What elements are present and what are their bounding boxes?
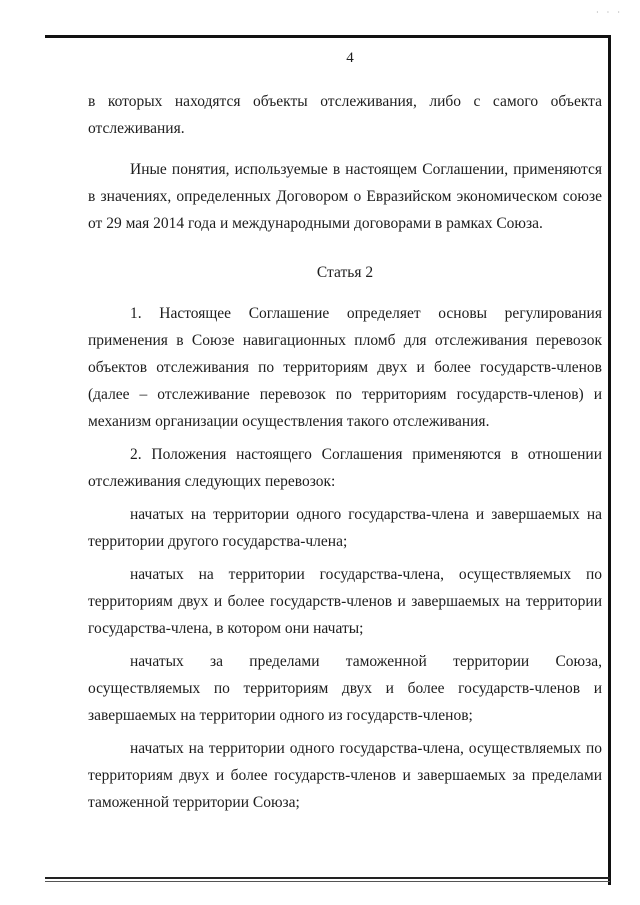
clause-2: 2. Положения настоящего Соглашения применяются в отношении отслеживания следующих перевозок: (88, 446, 602, 490)
clause-1: 1. Настоящее Соглашение определяет основы регулирования применения в Союзе навигационных пломб для отслеживания перевозок объектов отслеживания по территориям двух и более государств-членов (далее – отслеживание перевозок по территориям государств-членов) и механизм организации осуществления такого отслеживания. (88, 305, 602, 430)
list-item: начатых на территории одного государства-члена и завершаемых на территории другого государства-члена; (88, 506, 602, 550)
paragraph-definitions: Иные понятия, используемые в настоящем Соглашении, применяются в значениях, определенных Договором о Евразийском экономическом союзе от 29 мая 2014 года и международными договорами в рамках Союза. (88, 161, 602, 232)
page-top-border (45, 35, 610, 38)
article-heading: Статья 2 (316, 264, 374, 281)
paragraph-continuation: в которых находятся объекты отслеживания, либо с самого объекта отслеживания. (88, 93, 602, 137)
page-bottom-border-shadow (45, 881, 610, 882)
list-item: начатых на территории одного государства-члена, осуществляемых по территориям двух и более государств-членов и завершаемых за пределами таможенной территории Союза; (88, 740, 602, 811)
list-item: начатых на территории государства-члена, осуществляемых по территориям двух и более государств-членов и завершаемых на территории государства-члена, в котором они начаты; (88, 566, 602, 637)
list-item: начатых за пределами таможенной территории Союза, осуществляемых по территориям двух и более государств-членов и завершаемых на территории одного из государств-членов; (88, 653, 602, 724)
page-number: 4 (346, 50, 354, 66)
page-right-border (608, 35, 611, 885)
page-bottom-border (45, 877, 610, 879)
document-body (88, 88, 602, 816)
corner-scan-mark: · · · (596, 8, 623, 17)
